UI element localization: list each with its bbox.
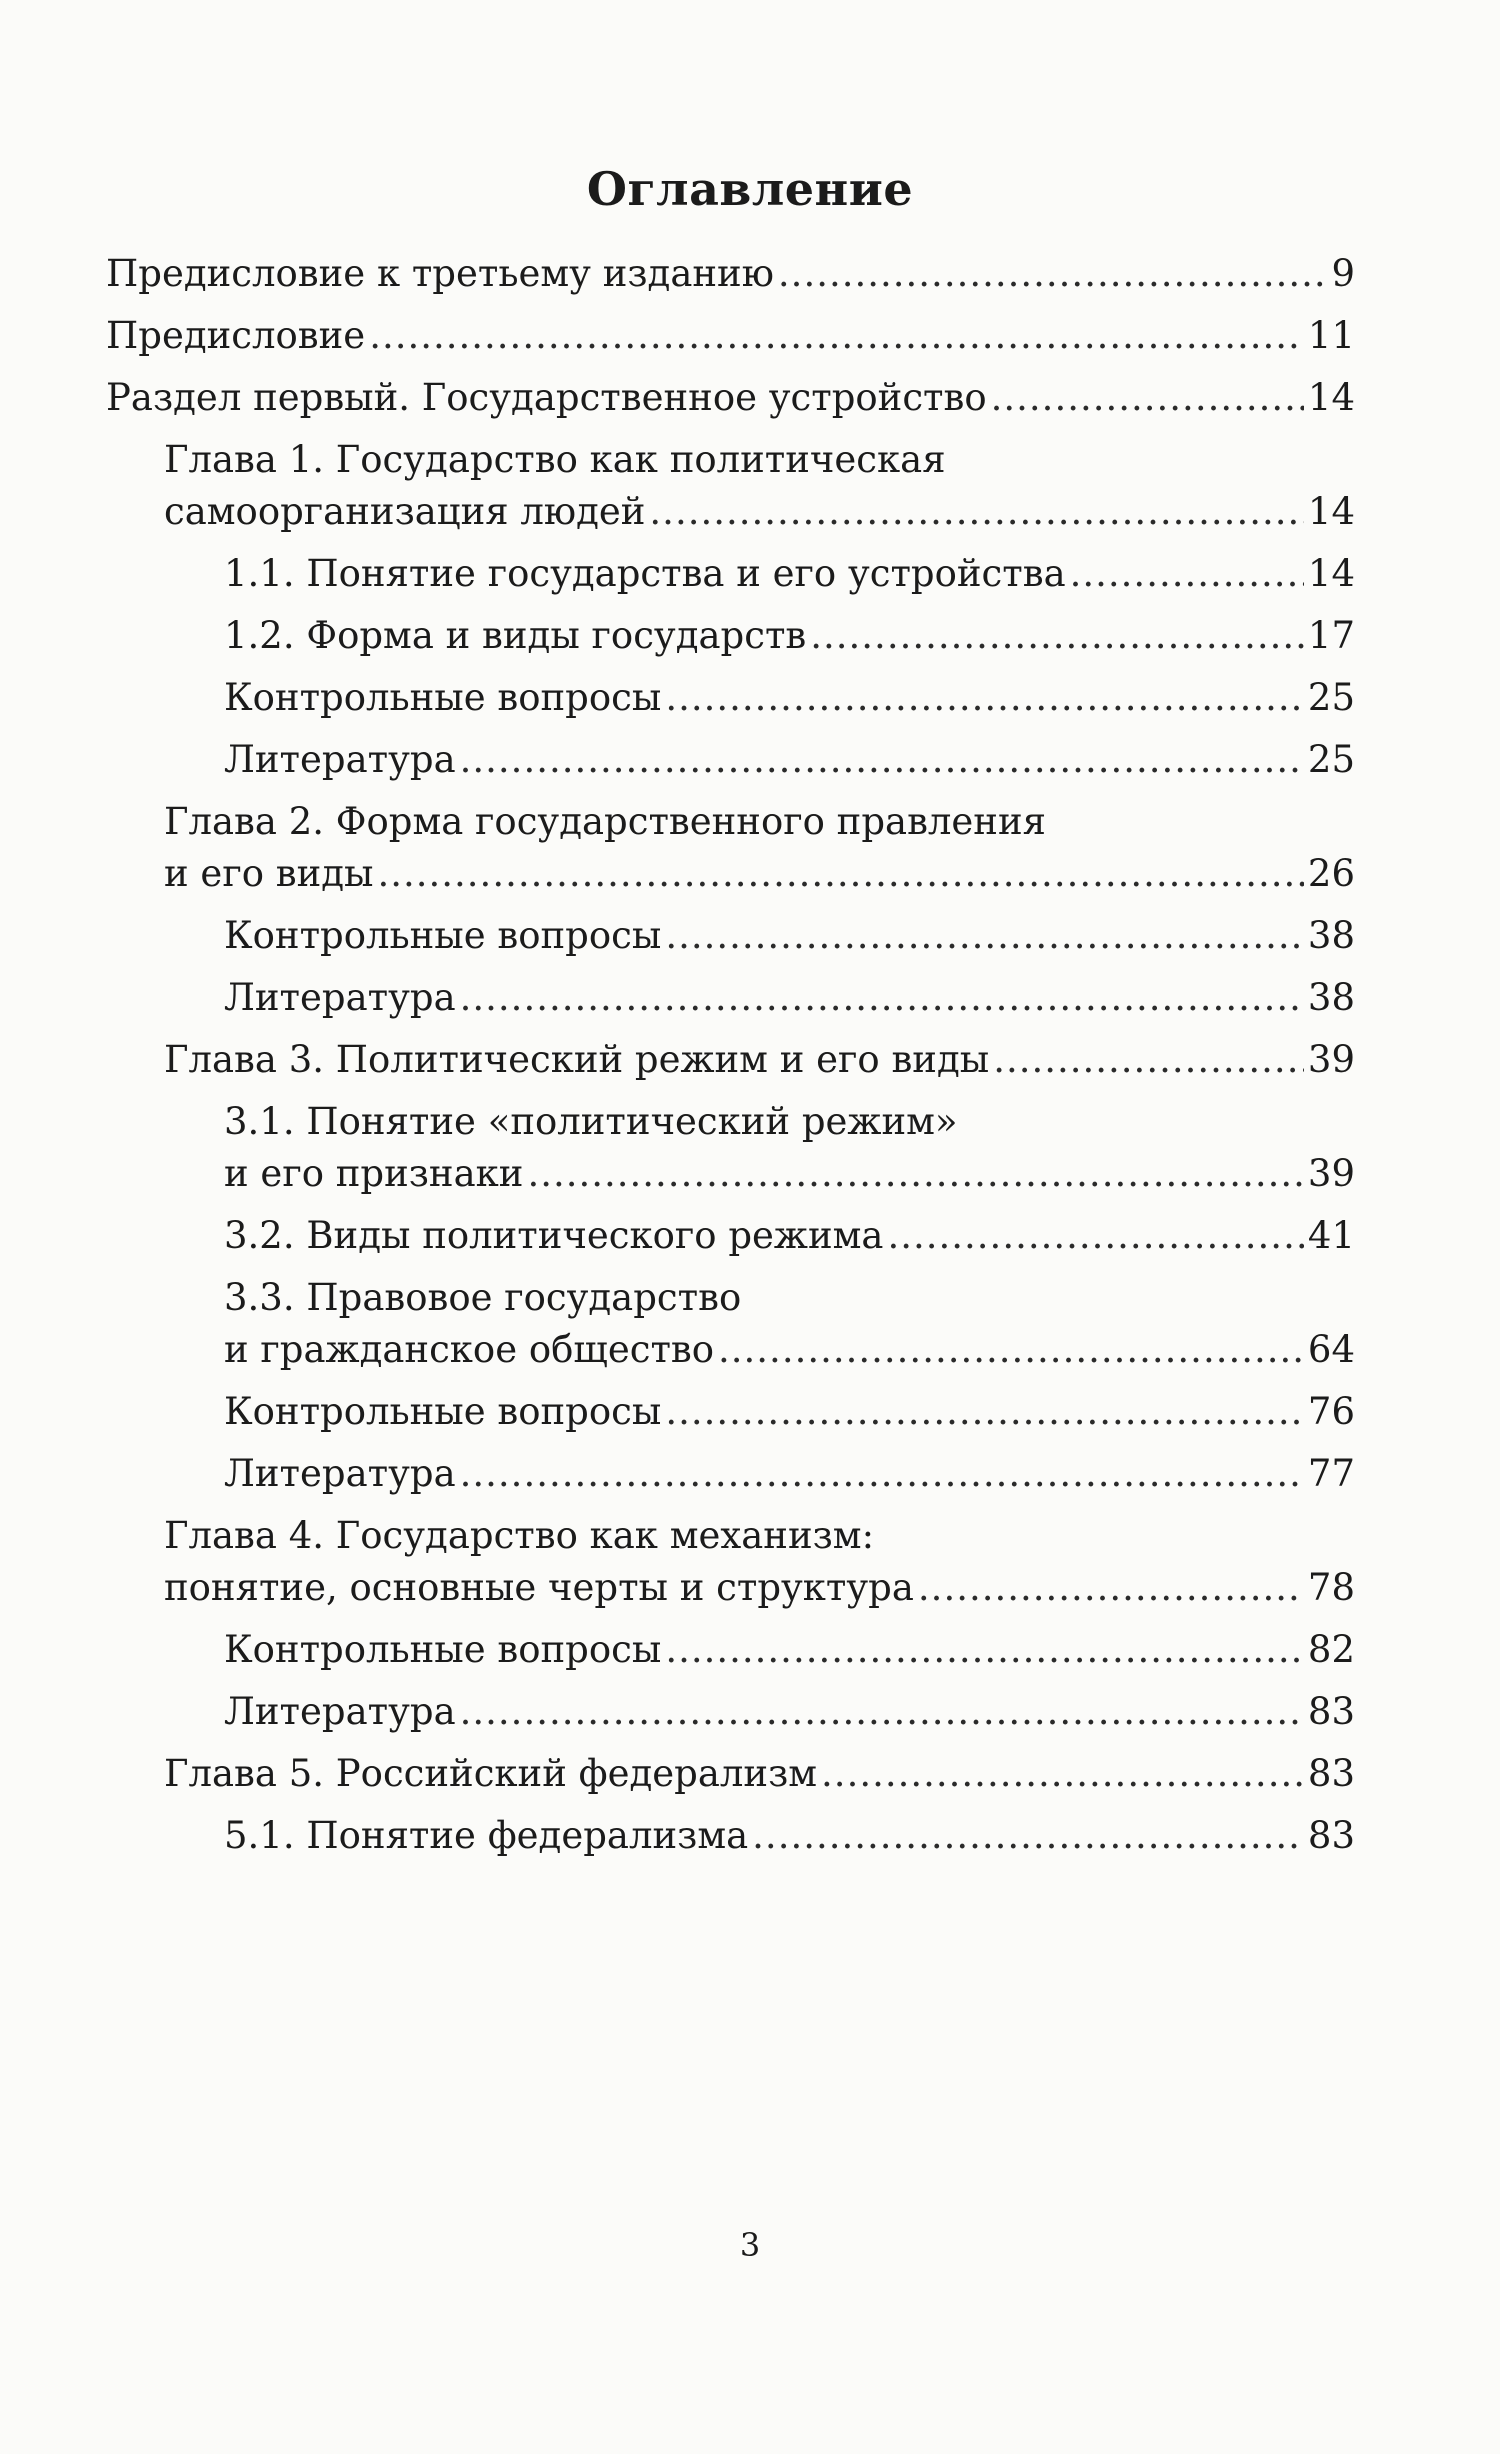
toc-entry-row (224, 1810, 1355, 1862)
toc-entry-label: 3.2. Виды политического режима (224, 1214, 884, 1257)
toc-entry-label: Контрольные вопросы (224, 676, 662, 719)
toc-entry-row (224, 1686, 1355, 1738)
toc-page-number: 39 (1307, 1038, 1355, 1081)
toc-entry-label: 1.1. Понятие государства и его устройства (224, 552, 1066, 595)
dot-leader (918, 1562, 1304, 1614)
toc-page-number: 39 (1307, 1152, 1355, 1195)
dot-leader (821, 1748, 1304, 1800)
toc-entry (106, 1096, 1355, 1200)
toc-page-number: 17 (1307, 614, 1355, 657)
toc-entry-row (224, 548, 1355, 600)
toc-entry-line: Глава 4. Государство как механизм: (164, 1514, 875, 1557)
dot-leader (991, 372, 1304, 424)
toc-entry-row (224, 1386, 1355, 1438)
toc-entry-label: понятие, основные черты и структура (164, 1566, 914, 1609)
toc-entry (106, 1272, 1355, 1376)
toc-entry-row (224, 1148, 1355, 1200)
toc-entry-row (224, 910, 1355, 962)
toc-entry-row (106, 372, 1355, 424)
toc-entry (106, 734, 1355, 786)
toc-entry (106, 1748, 1355, 1800)
toc-entry (106, 434, 1355, 538)
toc-page-number: 9 (1331, 252, 1355, 295)
toc-page-number: 78 (1307, 1566, 1355, 1609)
toc-page-number: 14 (1307, 490, 1355, 533)
dot-leader (649, 486, 1303, 538)
toc-entry-label: Предисловие к третьему изданию (106, 252, 774, 295)
toc-entry (106, 1034, 1355, 1086)
toc-entry (106, 610, 1355, 662)
dot-leader (665, 672, 1304, 724)
toc-entry (106, 1210, 1355, 1262)
toc-entry-row (106, 310, 1355, 362)
toc-page-number: 41 (1307, 1214, 1355, 1257)
toc-entry-line: 3.3. Правовое государство (224, 1276, 742, 1319)
toc-entry-line: Глава 1. Государство как политическая (164, 438, 946, 481)
toc-entry (106, 548, 1355, 600)
toc-entry-label: Предисловие (106, 314, 366, 357)
toc-entry (106, 1510, 1355, 1614)
toc-page-number: 38 (1307, 914, 1355, 957)
dot-leader (369, 310, 1304, 362)
toc-entry-row (164, 486, 1355, 538)
table-of-contents (106, 248, 1355, 1862)
toc-entry-row (224, 972, 1355, 1024)
toc-entry-label: самоорганизация людей (164, 490, 646, 533)
toc-entry-row (224, 610, 1355, 662)
toc-page-number: 83 (1307, 1690, 1355, 1733)
toc-entry (106, 310, 1355, 362)
toc-entry-label: 1.2. Форма и виды государств (224, 614, 807, 657)
dot-leader (527, 1148, 1303, 1200)
toc-entry-row (224, 734, 1355, 786)
toc-entry-label: и его виды (164, 852, 374, 895)
toc-entry (106, 248, 1355, 300)
toc-entry-row (224, 672, 1355, 724)
toc-entry-label: Раздел первый. Государственное устройство (106, 376, 987, 419)
dot-leader (460, 1448, 1304, 1500)
toc-entry-label: Контрольные вопросы (224, 1628, 662, 1671)
toc-page-number: 76 (1307, 1390, 1355, 1433)
toc-entry-line: 3.1. Понятие «политический режим» (224, 1100, 958, 1143)
toc-entry-label: Литература (224, 1452, 456, 1495)
toc-entry-label: Литература (224, 1690, 456, 1733)
dot-leader (665, 1386, 1304, 1438)
dot-leader (665, 910, 1304, 962)
toc-page-number: 14 (1307, 376, 1355, 419)
toc-entry-row (224, 1324, 1355, 1376)
toc-entry-row (106, 248, 1355, 300)
dot-leader (810, 610, 1304, 662)
toc-entry-row (164, 1562, 1355, 1614)
toc-page-number: 64 (1307, 1328, 1355, 1371)
toc-page-number: 83 (1307, 1752, 1355, 1795)
dot-leader (887, 1210, 1303, 1262)
toc-entry-label: 5.1. Понятие федерализма (224, 1814, 749, 1857)
toc-page-number: 38 (1307, 976, 1355, 1019)
toc-entry-row (224, 1448, 1355, 1500)
toc-entry-row (164, 1748, 1355, 1800)
toc-page-number: 11 (1307, 314, 1355, 357)
toc-entry (106, 972, 1355, 1024)
toc-entry (106, 372, 1355, 424)
toc-entry-label: Контрольные вопросы (224, 914, 662, 957)
toc-entry-label: Литература (224, 976, 456, 1019)
toc-entry (106, 672, 1355, 724)
toc-page-number: 25 (1307, 738, 1355, 781)
toc-entry-label: и гражданское общество (224, 1328, 715, 1371)
toc-entry-label: Глава 5. Российский федерализм (164, 1752, 818, 1795)
toc-entry (106, 1448, 1355, 1500)
toc-entry (106, 1386, 1355, 1438)
dot-leader (778, 248, 1328, 300)
toc-page-number: 14 (1307, 552, 1355, 595)
toc-entry-label: Контрольные вопросы (224, 1390, 662, 1433)
toc-entry (106, 1686, 1355, 1738)
toc-entry (106, 796, 1355, 900)
toc-entry (106, 910, 1355, 962)
toc-entry-label: Глава 3. Политический режим и его виды (164, 1038, 990, 1081)
dot-leader (377, 848, 1303, 900)
dot-leader (718, 1324, 1304, 1376)
dot-leader (665, 1624, 1304, 1676)
toc-entry-row (164, 1034, 1355, 1086)
toc-entry (106, 1810, 1355, 1862)
toc-entry-label: и его признаки (224, 1152, 524, 1195)
dot-leader (460, 972, 1304, 1024)
toc-page-number: 83 (1307, 1814, 1355, 1857)
page-number: 3 (739, 2226, 761, 2264)
toc-entry-label: Литература (224, 738, 456, 781)
toc-entry-line: Глава 2. Форма государственного правления (164, 800, 1046, 843)
toc-page-number: 26 (1307, 852, 1355, 895)
toc-page-number: 82 (1307, 1628, 1355, 1671)
dot-leader (460, 734, 1304, 786)
toc-entry (106, 1624, 1355, 1676)
toc-entry-row (224, 1624, 1355, 1676)
toc-entry-row (164, 848, 1355, 900)
toc-entry-row (224, 1210, 1355, 1262)
toc-page-number: 77 (1307, 1452, 1355, 1495)
dot-leader (460, 1686, 1304, 1738)
dot-leader (1070, 548, 1304, 600)
dot-leader (752, 1810, 1304, 1862)
dot-leader (993, 1034, 1304, 1086)
toc-page-number: 25 (1307, 676, 1355, 719)
page-title: Оглавление (586, 162, 914, 216)
